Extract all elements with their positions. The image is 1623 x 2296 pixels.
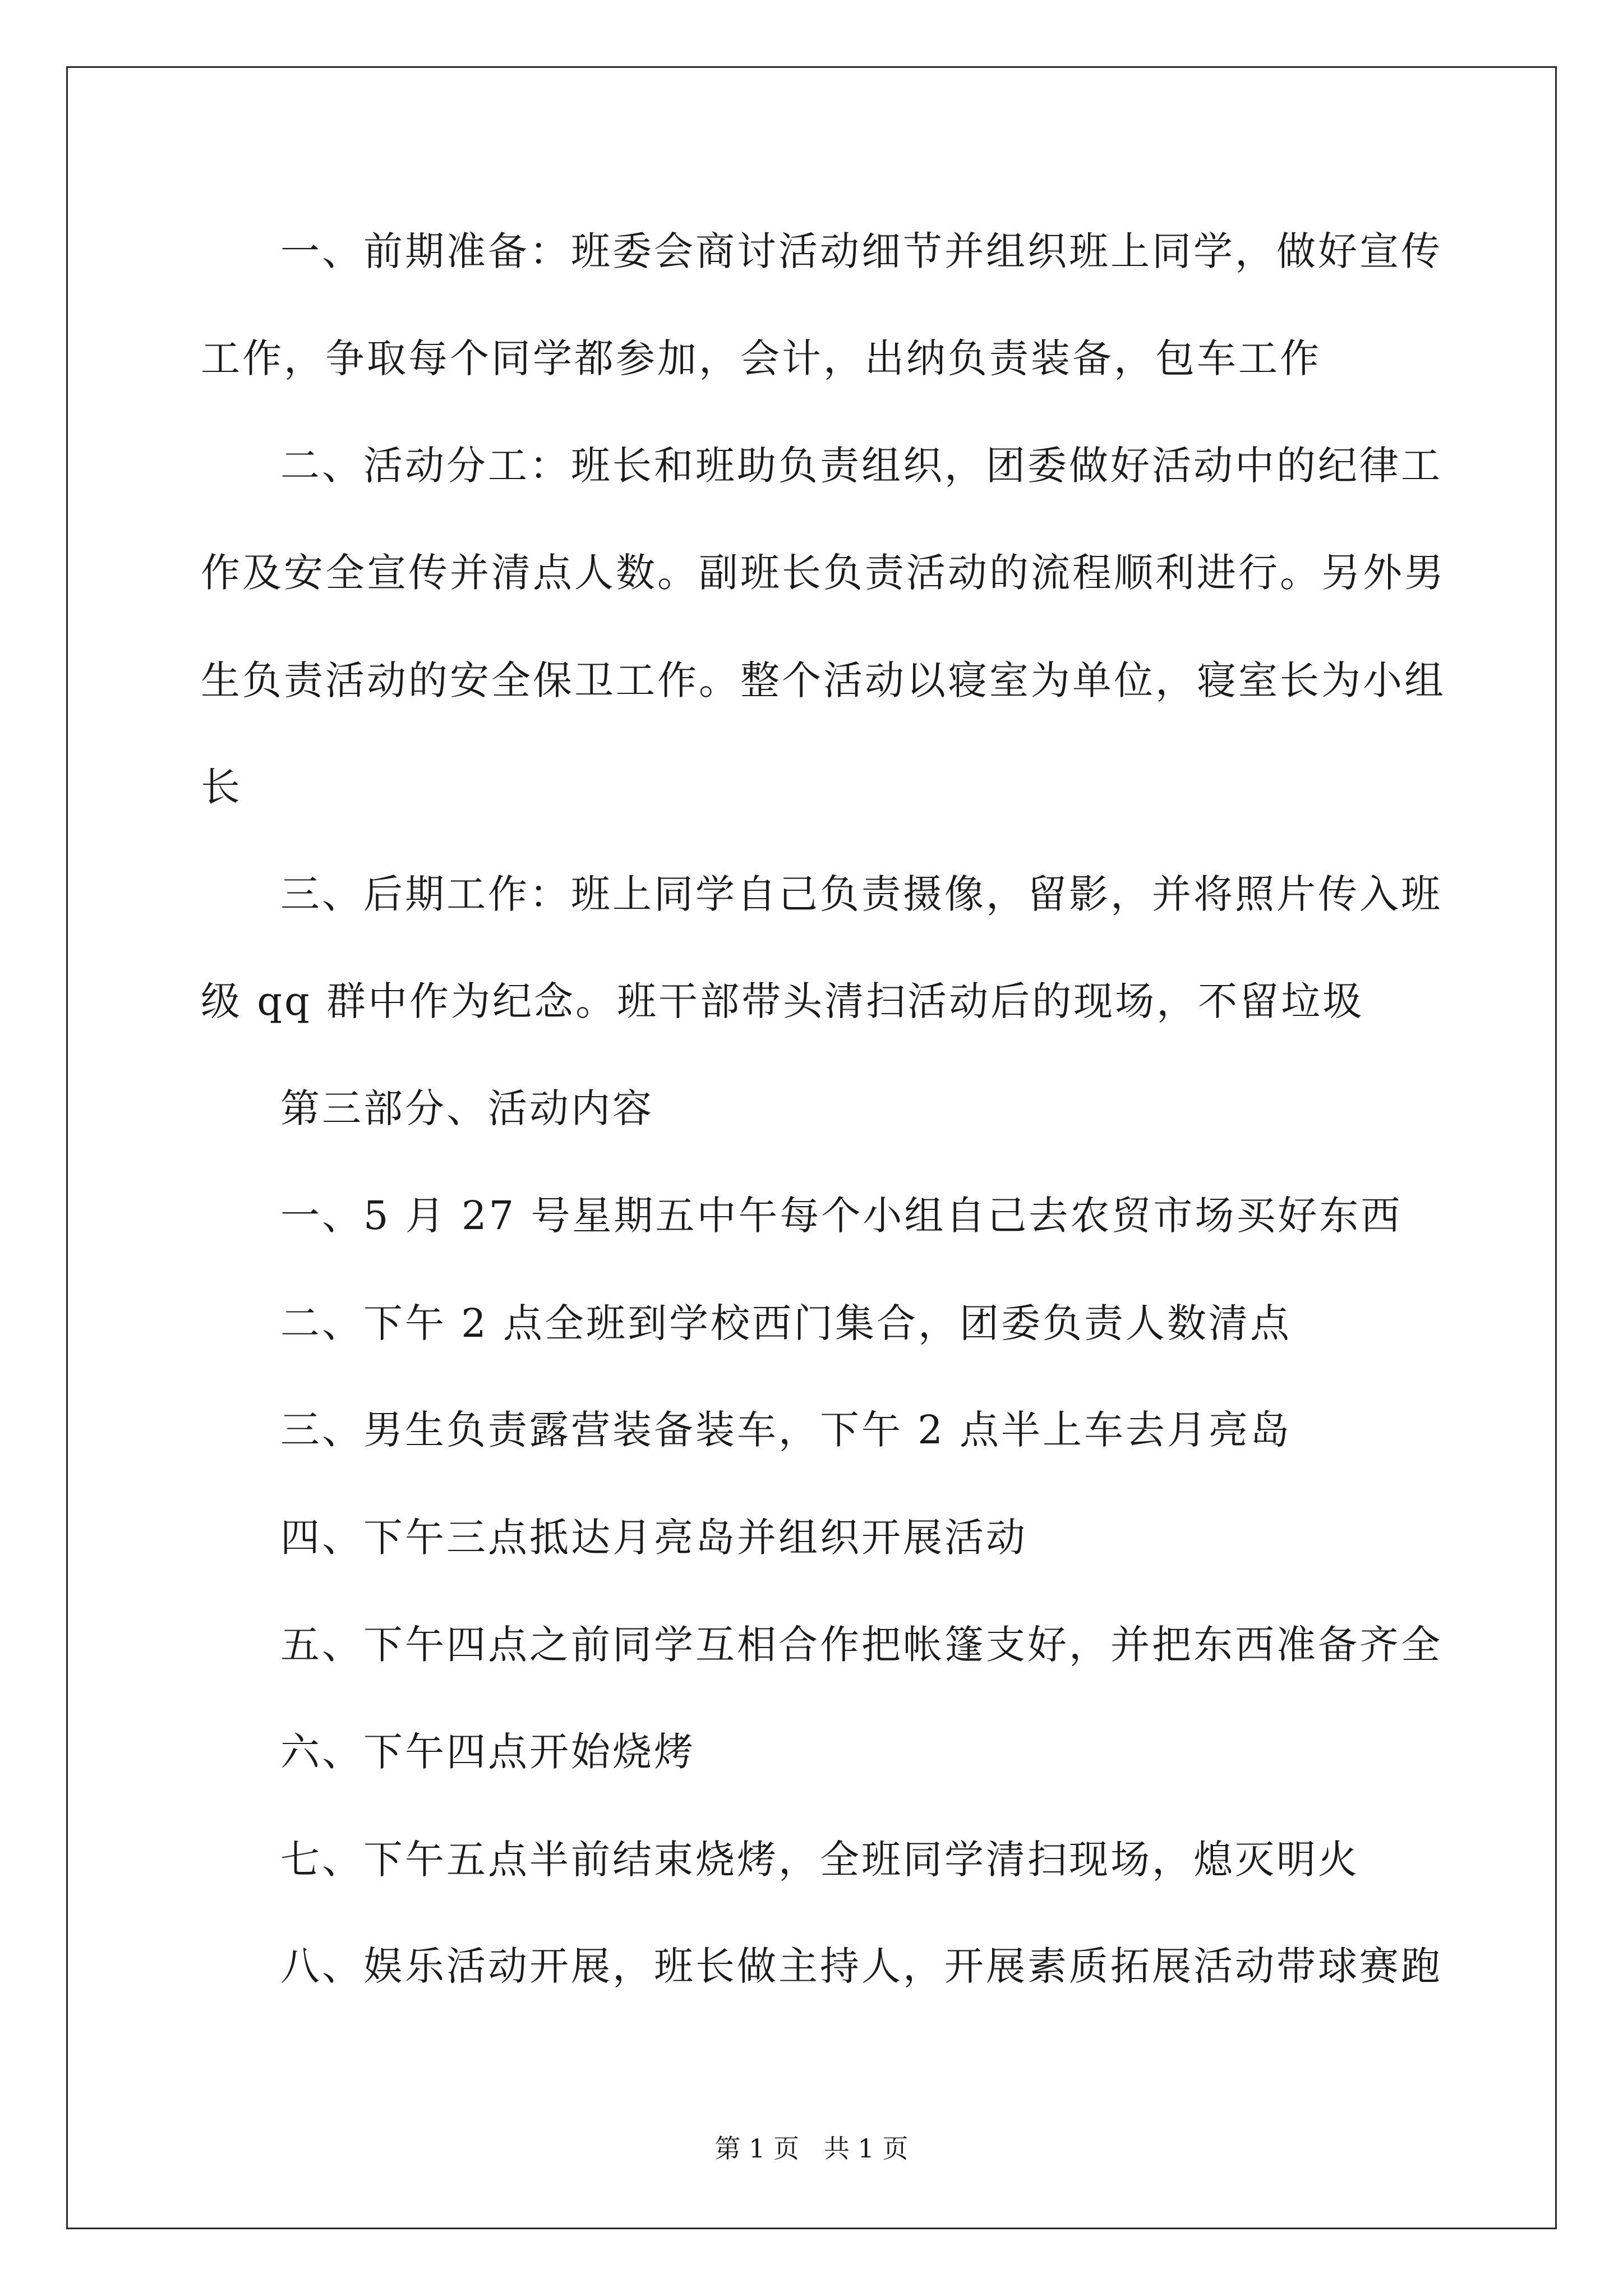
paragraph-line: 三、后期工作：班上同学自己负责摄像，留影，并将照片传入班 (280, 871, 1442, 917)
schedule-item: 四、下午三点抵达月亮岛并组织开展活动 (280, 1515, 1027, 1561)
schedule-item: 一、5 月 27 号星期五中午每个小组自己去农贸市场买好东西 (280, 1193, 1403, 1239)
page-number-footer: 第 1 页 共 1 页 (714, 2133, 909, 2164)
paragraph-line: 长 (201, 764, 242, 810)
schedule-item: 五、下午四点之前同学互相合作把帐篷支好，并把东西准备齐全 (280, 1622, 1442, 1668)
schedule-item: 三、男生负责露营装备装车，下午 2 点半上车去月亮岛 (280, 1407, 1292, 1453)
section-heading: 第三部分、活动内容 (280, 1085, 654, 1131)
paragraph-line: 生负责活动的安全保卫工作。整个活动以寝室为单位，寝室长为小组 (201, 657, 1446, 703)
paragraph-line: 级 qq 群中作为纪念。班干部带头清扫活动后的现场，不留垃圾 (201, 978, 1364, 1024)
schedule-item: 二、下午 2 点全班到学校西门集合，团委负责人数清点 (280, 1300, 1292, 1346)
schedule-item: 六、下午四点开始烧烤 (280, 1729, 695, 1775)
paragraph-line: 工作，争取每个同学都参加，会计，出纳负责装备，包车工作 (201, 335, 1321, 381)
schedule-item: 八、娱乐活动开展，班长做主持人，开展素质拓展活动带球赛跑 (280, 1943, 1442, 1989)
paragraph-line: 作及安全宣传并清点人数。副班长负责活动的流程顺利进行。另外男 (201, 550, 1446, 596)
schedule-item: 七、下午五点半前结束烧烤，全班同学清扫现场，熄灭明火 (280, 1837, 1359, 1883)
paragraph-line: 一、前期准备：班委会商讨活动细节并组织班上同学，做好宣传 (280, 228, 1442, 274)
paragraph-line: 二、活动分工：班长和班助负责组织，团委做好活动中的纪律工 (280, 443, 1442, 489)
page-border (66, 66, 1557, 2229)
